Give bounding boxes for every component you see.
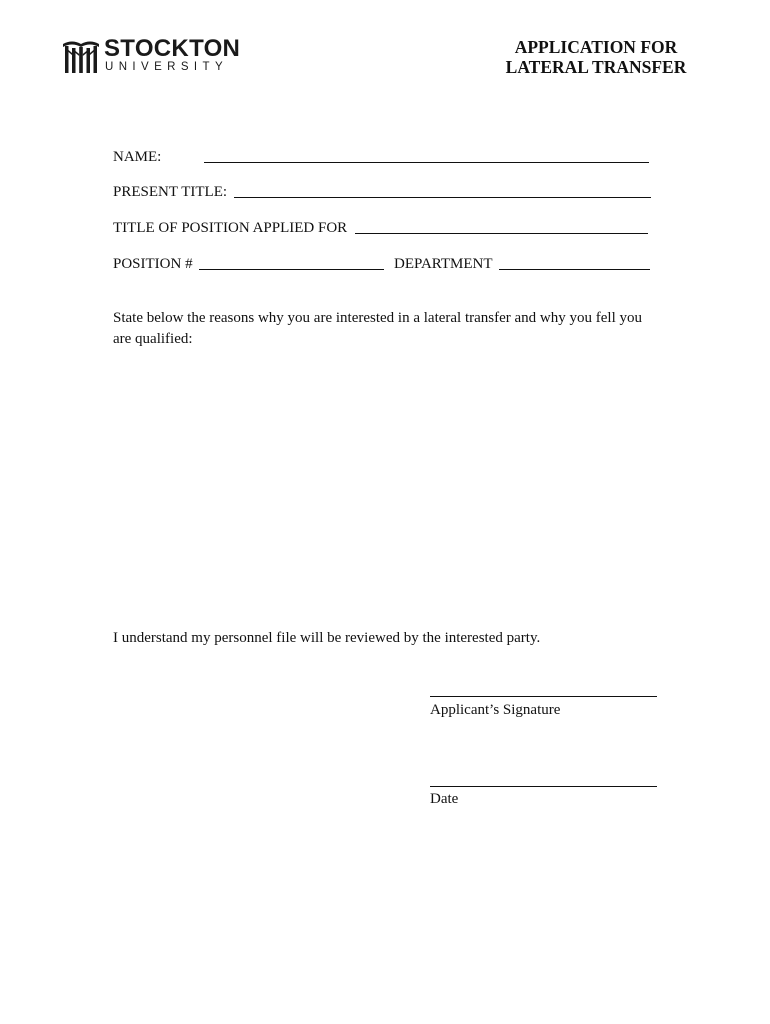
name-label: NAME: xyxy=(113,149,162,165)
present-title-field[interactable] xyxy=(234,197,651,198)
present-title-label: PRESENT TITLE: xyxy=(113,184,228,200)
signature-field[interactable] xyxy=(430,696,657,697)
acknowledgement-text: I understand my personnel file will be reviewed by the interested party. xyxy=(113,630,541,646)
form-title-line-2: LATERAL TRANSFER xyxy=(505,57,687,77)
position-number-field[interactable] xyxy=(199,269,384,270)
department-label: DEPARTMENT xyxy=(394,256,493,272)
logo-wordmark: STOCKTON xyxy=(104,35,241,62)
position-applied-field[interactable] xyxy=(355,233,648,234)
position-applied-label: TITLE OF POSITION APPLIED FOR xyxy=(113,220,348,236)
name-field[interactable] xyxy=(204,162,649,163)
form-title-line-1: APPLICATION FOR xyxy=(514,37,678,57)
university-logo xyxy=(62,35,242,78)
form-title xyxy=(480,37,712,77)
date-label: Date xyxy=(430,791,459,807)
date-field[interactable] xyxy=(430,786,657,787)
reasons-prompt: State below the reasons why you are interested in a lateral transfer and why you fell you are qualified: xyxy=(113,310,642,347)
reasons-answer-area[interactable] xyxy=(113,356,653,616)
department-field[interactable] xyxy=(499,269,650,270)
stockton-tree-logo-icon xyxy=(62,38,100,74)
signature-label: Applicant’s Signature xyxy=(430,702,561,718)
position-number-label: POSITION # xyxy=(113,256,193,272)
logo-subtitle: UNIVERSITY xyxy=(105,61,229,73)
